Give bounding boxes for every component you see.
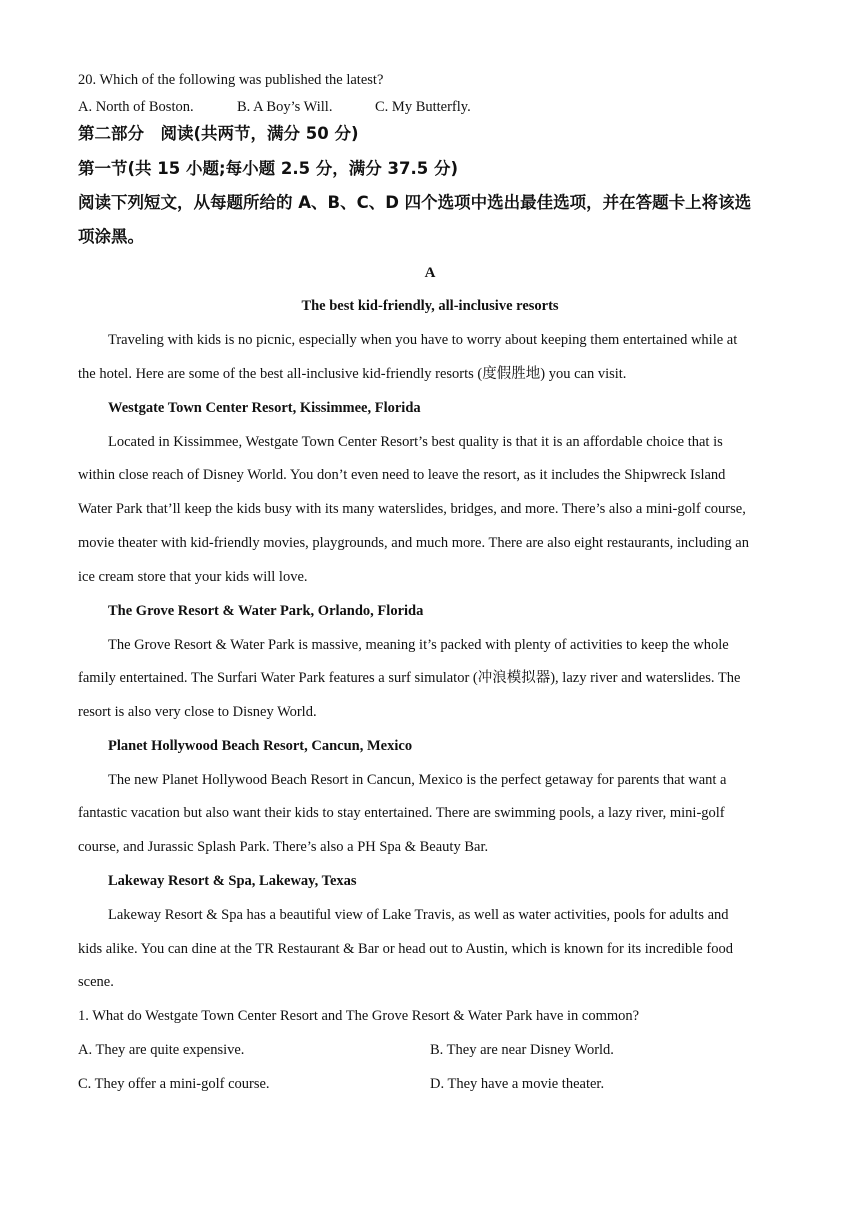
passage-letter: A: [424, 265, 436, 281]
resort-heading: Planet Hollywood Beach Resort, Cancun, Mexico: [108, 738, 413, 754]
intro-line: Traveling with kids is no picnic, especially when you have to worry about keeping them entertained while at: [108, 332, 738, 348]
instruction-line-1: 阅读下列短文，从每题所给的 A、B、C、D 四个选项中选出最佳选项，并在答题卡上将该选: [78, 193, 752, 212]
question-1-option-b: B. They are near Disney World.: [430, 1042, 614, 1058]
question-20-option-b: B. A Boy’s Will.: [237, 99, 333, 115]
resort-text-line: family entertained. The Surfari Water Park features a surf simulator (冲浪模拟器), lazy river and waterslides. The: [78, 670, 741, 686]
resort-text-line: Water Park that’ll keep the kids busy with its many waterslides, bridges, and more. There’s also a mini-golf course,: [78, 501, 746, 517]
question-1-option-c: C. They offer a mini-golf course.: [78, 1076, 270, 1092]
resort-text-line: ice cream store that your kids will love.: [78, 569, 308, 585]
resort-heading: Lakeway Resort & Spa, Lakeway, Texas: [108, 873, 357, 889]
question-1-option-d: D. They have a movie theater.: [430, 1076, 605, 1092]
resort-text-line: The Grove Resort & Water Park is massive, meaning it’s packed with plenty of activities to keep the whole: [108, 637, 729, 653]
resort-text-line: resort is also very close to Disney World.: [78, 704, 317, 720]
resort-text-line: Lakeway Resort & Spa has a beautiful view of Lake Travis, as well as water activities, pools for adults and: [108, 907, 729, 923]
question-1-stem: 1. What do Westgate Town Center Resort and The Grove Resort & Water Park have in common?: [78, 1008, 640, 1024]
subsection-title: 第一节(共 15 小题;每小题 2.5 分，满分 37.5 分): [78, 159, 459, 178]
intro-line: the hotel. Here are some of the best all-inclusive kid-friendly resorts (度假胜地) you can visit.: [78, 366, 627, 382]
question-1-option-a: A. They are quite expensive.: [78, 1042, 245, 1058]
instruction-line-2: 项涂黑。: [78, 227, 144, 246]
question-20-stem: 20. Which of the following was published the latest?: [78, 72, 384, 88]
question-20-option-c: C. My Butterfly.: [375, 99, 471, 115]
resort-text-line: Located in Kissimmee, Westgate Town Center Resort’s best quality is that it is an affordable choice that is: [108, 434, 723, 450]
resort-text-line: scene.: [78, 974, 114, 990]
resort-text-line: fantastic vacation but also want their kids to stay entertained. There are swimming pools, a lazy river, mini-golf: [78, 805, 725, 821]
resort-text-line: movie theater with kid-friendly movies, playgrounds, and much more. There are also eight restaurants, including an: [78, 535, 749, 551]
part-title: 第二部分 阅读(共两节，满分 50 分): [78, 124, 359, 143]
resort-text-line: The new Planet Hollywood Beach Resort in Cancun, Mexico is the perfect getaway for parents that want a: [108, 772, 727, 788]
resort-heading: Westgate Town Center Resort, Kissimmee, Florida: [108, 400, 421, 416]
question-20-option-a: A. North of Boston.: [78, 99, 194, 115]
resort-heading: The Grove Resort & Water Park, Orlando, Florida: [108, 603, 424, 619]
resort-text-line: course, and Jurassic Splash Park. There’s also a PH Spa & Beauty Bar.: [78, 839, 489, 855]
resort-text-line: within close reach of Disney World. You don’t even need to leave the resort, as it includes the Shipwreck Island: [78, 467, 726, 483]
passage-title: The best kid-friendly, all-inclusive resorts: [301, 298, 559, 314]
resort-text-line: kids alike. You can dine at the TR Restaurant & Bar or head out to Austin, which is known for its incredible food: [78, 941, 733, 957]
